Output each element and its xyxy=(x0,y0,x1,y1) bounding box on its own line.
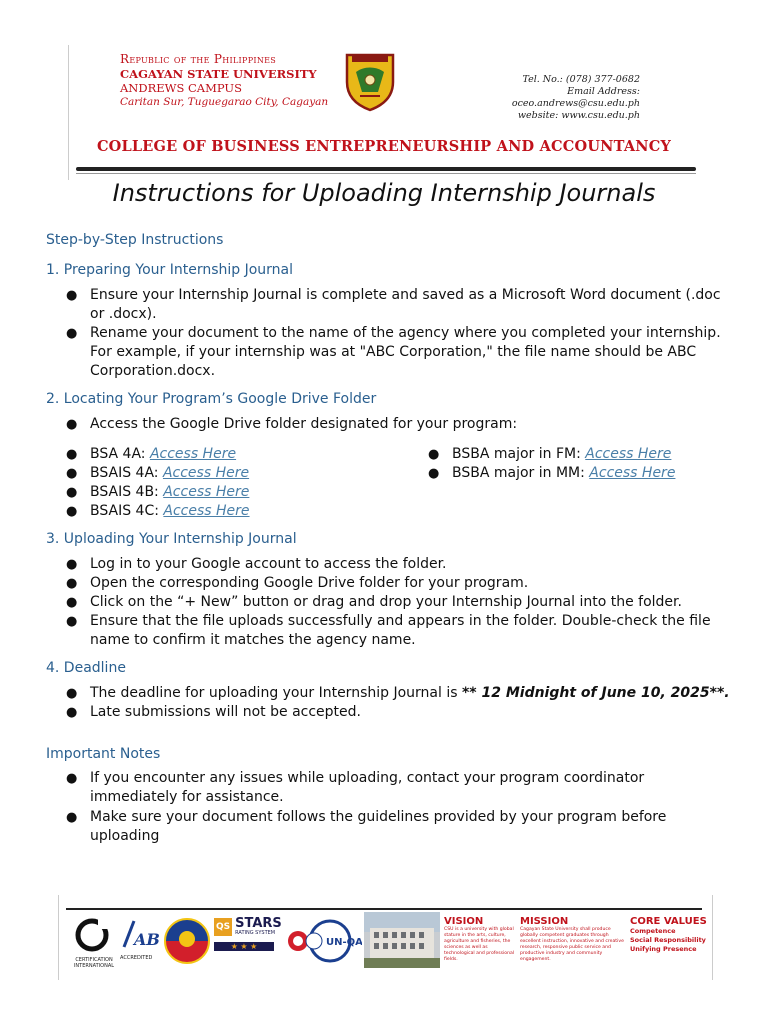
header-rule-thin xyxy=(76,173,696,174)
website: website: www.csu.edu.ph xyxy=(517,110,640,121)
list-item xyxy=(66,574,730,593)
list-item-text: Click on the “+ New” button or drag and drop your Internship Journal into the folder. xyxy=(90,594,682,610)
list-item-text: Open the corresponding Google Drive folder for your program. xyxy=(90,575,529,591)
ab-logo-text: AB xyxy=(134,930,160,949)
list-item xyxy=(66,684,740,703)
list-item-text: Make sure your document follows the guidelines provided by your program before uploading xyxy=(90,809,667,844)
bullet-icon: ● xyxy=(66,576,78,591)
notes-heading: Important Notes xyxy=(46,746,161,762)
mission-block xyxy=(520,916,626,963)
access-link-bsais-4c[interactable]: Access Here xyxy=(163,503,250,519)
bullet-icon: ● xyxy=(66,810,78,825)
access-link-bsais-4b[interactable]: Access Here xyxy=(163,484,250,500)
certification-international-logo xyxy=(68,917,120,967)
program-list-item xyxy=(66,483,410,502)
unqa-logo xyxy=(286,917,362,967)
contact-info xyxy=(440,74,640,122)
list-item xyxy=(66,593,730,612)
program-list-item xyxy=(428,445,742,464)
access-link-bsa-4a[interactable]: Access Here xyxy=(149,446,237,462)
program-list-item xyxy=(66,445,410,464)
college-name: COLLEGE OF BUSINESS ENTREPRENEURSHIP AND ACCOUNTANCY xyxy=(96,138,672,155)
core-values-heading: CORE VALUES xyxy=(630,916,707,927)
cert-label: CERTIFICATION INTERNATIONAL xyxy=(73,957,115,969)
core-value-item: Social Responsibility xyxy=(630,936,706,944)
list-item-text: Ensure that the file uploads successfully and appears in the folder. Double-check the file name to confirm it matches the agency name. xyxy=(90,613,711,648)
bullet-icon: ● xyxy=(66,557,78,572)
list-item-text: If you encounter any issues while uploading, contact your program coordinator immediately for assistance. xyxy=(90,770,645,805)
stars-label: STARS xyxy=(235,916,282,931)
footer-rule xyxy=(66,908,702,910)
bullet-icon: ● xyxy=(66,686,78,701)
list-item xyxy=(66,612,730,650)
bullet-icon: ● xyxy=(66,466,78,481)
campus-address: Caritan Sur, Tuguegarao City, Cagayan xyxy=(120,96,329,108)
program-name: BSAIS 4C: xyxy=(90,503,164,519)
star-rating-icon: ★ ★ ★ xyxy=(214,942,274,951)
unqa-text: UN-QA xyxy=(326,937,362,948)
bullet-icon: ● xyxy=(66,771,78,786)
footer-left-divider xyxy=(58,895,59,980)
page-title: Instructions for Uploading Internship Journals xyxy=(112,179,656,207)
header-rule xyxy=(76,167,696,171)
access-link-bsba-mm[interactable]: Access Here xyxy=(589,465,676,481)
list-item-text: Ensure your Internship Journal is complete and saved as a Microsoft Word document (.doc or .docx). xyxy=(90,287,721,322)
bullet-icon: ● xyxy=(428,466,440,481)
bullet-icon: ● xyxy=(66,485,78,500)
ab-accredited-logo xyxy=(120,917,165,967)
ab-sub-label: ACCREDITED xyxy=(120,955,153,961)
qs-stars-logo xyxy=(214,917,284,967)
mission-text: Cagayan State University shall produce globally competent graduates through excellent instruction, innovative and creative research, responsive public service and productive industry and community engagement. xyxy=(520,927,624,962)
program-name: BSAIS 4A: xyxy=(90,465,163,481)
access-link-bsais-4a[interactable]: Access Here xyxy=(162,465,250,481)
list-item-text: Access the Google Drive folder designated for your program: xyxy=(90,416,518,432)
bullet-icon: ● xyxy=(428,447,440,462)
university-name-block xyxy=(120,52,350,109)
campus-name: ANDREWS CAMPUS xyxy=(120,81,242,95)
program-name: BSBA major in FM: xyxy=(452,446,586,462)
core-value-item: Unifying Presence xyxy=(630,945,697,953)
bullet-icon: ● xyxy=(66,595,78,610)
access-link-bsba-fm[interactable]: Access Here xyxy=(585,446,672,462)
list-item xyxy=(66,808,690,846)
email-address: Email Address: oceo.andrews@csu.edu.ph xyxy=(511,86,640,109)
bullet-icon: ● xyxy=(66,417,78,432)
list-item xyxy=(66,286,730,324)
bagong-pilipinas-logo xyxy=(163,917,213,967)
bullet-icon: ● xyxy=(66,705,78,720)
qs-badge: QS xyxy=(214,918,232,936)
university-name: CAGAYAN STATE UNIVERSITY xyxy=(120,67,317,81)
program-list-item xyxy=(66,502,410,521)
stars-sub-label: RATING SYSTEM xyxy=(235,930,276,936)
deadline-date: ** 12 Midnight of June 10, 2025**. xyxy=(461,685,730,701)
list-item-text: Rename your document to the name of the agency where you completed your internship. For example, if your internship was at "ABC Corporation," the file name should be ABC Corporation.docx. xyxy=(90,325,721,379)
bullet-icon: ● xyxy=(66,326,78,341)
list-item-text: Log in to your Google account to access the folder. xyxy=(90,556,447,572)
section2-heading: 2. Locating Your Program’s Google Drive Folder xyxy=(46,391,377,407)
bullet-icon: ● xyxy=(66,447,78,462)
telephone: Tel. No.: (078) 377-0682 xyxy=(522,74,640,85)
footer-right-divider xyxy=(712,895,713,980)
program-name: BSA 4A: xyxy=(90,446,150,462)
program-name: BSAIS 4B: xyxy=(90,484,164,500)
list-item xyxy=(66,415,730,434)
section1-heading: 1. Preparing Your Internship Journal xyxy=(46,262,294,278)
list-item-text: Late submissions will not be accepted. xyxy=(90,704,361,720)
bullet-icon: ● xyxy=(66,504,78,519)
section3-heading: 3. Uploading Your Internship Journal xyxy=(46,531,297,547)
list-item xyxy=(66,769,690,807)
campus-building-photo xyxy=(364,912,440,968)
vision-block xyxy=(444,916,516,963)
vision-heading: VISION xyxy=(444,916,484,927)
program-name: BSBA major in MM: xyxy=(452,465,590,481)
mission-heading: MISSION xyxy=(520,916,569,927)
header-left-divider xyxy=(68,45,69,180)
intro-heading: Step-by-Step Instructions xyxy=(46,232,224,248)
program-list-item xyxy=(66,464,410,483)
list-item xyxy=(66,324,730,381)
republic-line: Republic of the Philippines xyxy=(120,52,277,66)
bullet-icon: ● xyxy=(66,614,78,629)
core-value-item: Competence xyxy=(630,927,676,935)
core-values-block xyxy=(630,916,710,954)
bullet-icon: ● xyxy=(66,288,78,303)
list-item xyxy=(66,703,730,722)
deadline-text: The deadline for uploading your Internship Journal is xyxy=(90,685,462,701)
list-item xyxy=(66,555,730,574)
university-seal-logo xyxy=(344,52,396,112)
program-list-item xyxy=(428,464,742,483)
section4-heading: 4. Deadline xyxy=(46,660,126,676)
vision-text: CSU is a university with global stature in the arts, culture, agriculture and fisheries, the sciences as well as technological and professional fields. xyxy=(444,927,515,962)
